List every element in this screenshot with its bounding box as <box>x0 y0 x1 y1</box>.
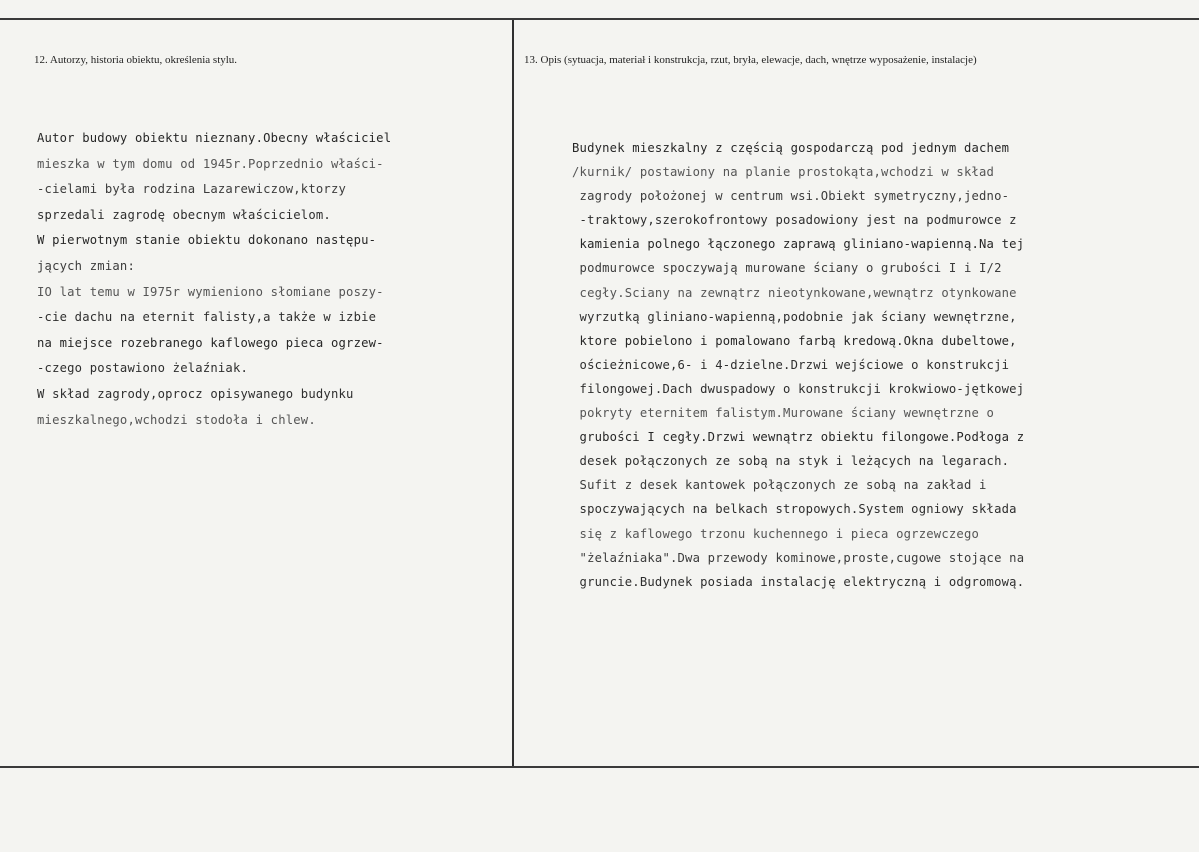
text-line: zagrody położonej w centrum wsi.Obiekt symetryczny,jedno- <box>572 189 1010 204</box>
section-13-header: 13. Opis (sytuacja, materiał i konstrukcja, rzut, bryła, elewacje, dach, wnętrze wyposażenie, instalacje) <box>524 54 977 66</box>
text-line: kamienia polnego łączonego zaprawą gliniano-wapienną.Na tej <box>572 237 1025 252</box>
bottom-rule <box>0 766 1199 768</box>
text-line: mieszka w tym domu od 1945r.Poprzednio właści- <box>37 156 384 171</box>
text-line: "żelaźniaka".Dwa przewody kominowe,proste,cugowe stojące na <box>572 550 1025 565</box>
text-line: cegły.Sciany na zewnątrz nieotynkowane,wewnątrz otynkowane <box>572 285 1017 300</box>
text-line: Sufit z desek kantowek połączonych ze sobą na zakład i <box>572 478 987 493</box>
text-line: ościeżnicowe,6- i 4-dzielne.Drzwi wejściowe o konstrukcji <box>572 357 1010 372</box>
section-13-text <box>572 136 1024 594</box>
text-line: IO lat temu w I975r wymieniono słomiane poszy- <box>37 284 384 299</box>
text-line: -czego postawiono żelaźniak. <box>37 361 249 376</box>
text-line: się z kaflowego trzonu kuchennego i pieca ogrzewczego <box>572 526 980 541</box>
text-line: ktore pobielono i pomalowano farbą kredową.Okna dubeltowe, <box>572 333 1017 348</box>
text-line: podmurowce spoczywają murowane ściany o grubości I i I/2 <box>572 261 1002 276</box>
text-line: mieszkalnego,wchodzi stodoła i chlew. <box>37 412 316 427</box>
text-line: grubości I cegły.Drzwi wewnątrz obiektu filongowe.Podłoga z <box>572 430 1025 445</box>
section-12-header: 12. Autorzy, historia obiektu, określenia stylu. <box>34 54 238 66</box>
column-divider <box>512 20 514 766</box>
text-line: sprzedali zagrodę obecnym właścicielom. <box>37 207 331 222</box>
text-line: na miejsce rozebranego kaflowego pieca ogrzew- <box>37 335 384 350</box>
text-line: desek połączonych ze sobą na styk i leżących na legarach. <box>572 454 1010 469</box>
text-line: jących zmian: <box>37 258 135 273</box>
text-line: filongowej.Dach dwuspadowy o konstrukcji krokwiowo-jętkowej <box>572 381 1025 396</box>
text-line: Budynek mieszkalny z częścią gospodarczą pod jednym dachem <box>572 141 1010 155</box>
text-line: wyrzutką gliniano-wapienną,podobnie jak ściany wewnętrzne, <box>572 309 1017 324</box>
text-line: -cielami była rodzina Lazarewiczow,ktorzy <box>37 182 347 197</box>
text-line: /kurnik/ postawiony na planie prostokąta,wchodzi w skład <box>572 165 995 180</box>
text-line: -traktowy,szerokofrontowy posadowiony jest na podmurowce z <box>572 213 1017 228</box>
text-line: -cie dachu na eternit falisty,a także w izbie <box>37 310 377 325</box>
text-line: Autor budowy obiektu nieznany.Obecny właściciel <box>37 131 392 145</box>
text-line: W pierwotnym stanie obiektu dokonano następu- <box>37 233 377 248</box>
text-line: gruncie.Budynek posiada instalację elektryczną i odgromową. <box>572 574 1025 589</box>
text-line: pokryty eternitem falistym.Murowane ściany wewnętrzne o <box>572 406 995 421</box>
text-line: W skład zagrody,oprocz opisywanego budynku <box>37 386 354 401</box>
section-12-text <box>37 126 391 433</box>
top-rule <box>0 18 1199 20</box>
text-line: spoczywających na belkach stropowych.System ogniowy składa <box>572 502 1017 517</box>
